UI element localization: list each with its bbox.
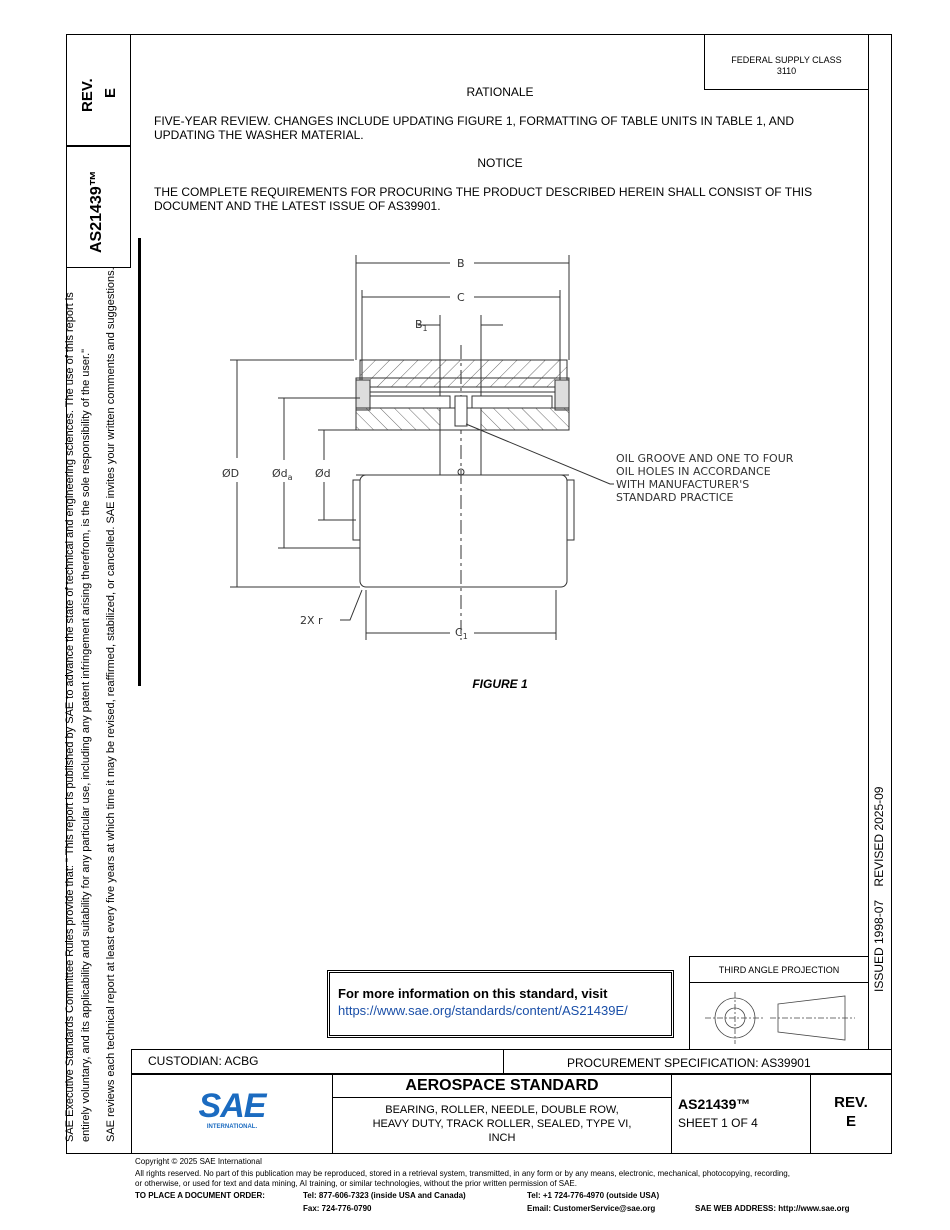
- copyright: Copyright © 2025 SAE International: [135, 1157, 262, 1166]
- figure-caption: FIGURE 1: [472, 677, 528, 691]
- dim-c-label: C: [457, 291, 465, 304]
- dim-b-label: B: [457, 257, 465, 270]
- rights-text-2: or otherwise, or used for text and data mining, AI training, or similar technologies, without the prior written permission of SAE.: [135, 1179, 577, 1188]
- notice-text: THE COMPLETE REQUIREMENTS FOR PROCURING THE PRODUCT DESCRIBED HEREIN SHALL CONSIST OF THIS DOCUMENT AND THE LATEST ISSUE OF AS39901.: [154, 185, 813, 213]
- sheet-number: SHEET 1 OF 4: [678, 1116, 758, 1130]
- note-line-4: STANDARD PRACTICE: [616, 491, 734, 504]
- email: Email: CustomerService@sae.org: [527, 1204, 656, 1213]
- custodian-text: CUSTODIAN: ACBG: [148, 1054, 259, 1068]
- side-notice-1: SAE Executive Standards Committee Rules provide that: " This report is published by SAE to advance the state of technical and engineering sciences. The use of this report is: [64, 292, 76, 1142]
- sae-logo-text: SAE: [198, 1087, 266, 1125]
- right-column-line: [868, 34, 869, 1050]
- rationale-text: FIVE-YEAR REVIEW. CHANGES INCLUDE UPDATING FIGURE 1, FORMATTING OF TABLE UNITS IN TABLE 1, AND UPDATING THE WASHER MATERIAL.: [154, 114, 795, 142]
- federal-supply-label: FEDERAL SUPPLY CLASS: [731, 55, 842, 65]
- projection-label: THIRD ANGLE PROJECTION: [718, 965, 840, 975]
- bearing-drawing: [200, 245, 820, 655]
- issued-date: ISSUED 1998-07: [872, 899, 886, 992]
- note-line-1: OIL GROOVE AND ONE TO FOUR: [616, 452, 794, 465]
- tel-intl: Tel: +1 724-776-4970 (outside USA): [527, 1191, 660, 1200]
- revised-date: REVISED 2025-09: [872, 786, 886, 887]
- dim-d-outer-label: ØD: [222, 467, 240, 480]
- dim-c1-label: $C_1$: [455, 626, 468, 641]
- title-desc-1: BEARING, ROLLER, NEEDLE, DOUBLE ROW,: [385, 1104, 619, 1116]
- aerospace-heading: AEROSPACE STANDARD: [405, 1077, 599, 1094]
- dim-r-label: 2X r: [300, 614, 323, 627]
- rev-box: [66, 34, 131, 146]
- title-doc-number: AS21439™: [678, 1096, 751, 1112]
- note-line-3: WITH MANUFACTURER'S: [616, 478, 750, 491]
- projection-divider: [689, 982, 869, 983]
- sae-logo: [195, 1088, 269, 1138]
- title-rev-label: REV.: [834, 1094, 868, 1111]
- federal-supply-code: 3110: [776, 66, 797, 76]
- web-address: SAE WEB ADDRESS: http://www.sae.org: [695, 1204, 850, 1213]
- order-label: TO PLACE A DOCUMENT ORDER:: [135, 1191, 265, 1200]
- rights-text: All rights reserved. No part of this publication may be reproduced, stored in a retrieval system, transmitted, in any form or by any means, electronic, mechanical, photocopying, recording,: [135, 1169, 790, 1178]
- dim-da-label: $Ød_a$: [272, 467, 293, 482]
- side-notice-2: entirely voluntary, and its applicability and suitability for any particular use, including any patent infringement arising therefrom, is the sole responsibility of the user.": [80, 348, 92, 1142]
- dim-b1-label: $B_1$: [415, 318, 428, 333]
- custodian-divider: [503, 1049, 504, 1074]
- standard-link[interactable]: https://www.sae.org/standards/content/AS21439E/: [338, 1003, 628, 1018]
- rev-label-vertical: REV.: [79, 78, 96, 112]
- doc-number-vertical: AS21439™: [88, 170, 105, 253]
- note-line-2: OIL HOLES IN ACCORDANCE: [616, 465, 771, 478]
- title-rev-letter: E: [845, 1113, 856, 1130]
- side-notice-3: SAE reviews each technical report at least every five years at which time it may be revised, reaffirmed, stabilized, or cancelled. SAE invites your written comments and suggestions.: [105, 267, 117, 1142]
- title-desc-3: INCH: [488, 1132, 516, 1144]
- issue-dates: [872, 787, 886, 992]
- tel-us: Tel: 877-606-7323 (inside USA and Canada): [303, 1191, 466, 1200]
- rationale-heading: RATIONALE: [466, 85, 534, 99]
- change-bar: [138, 238, 141, 686]
- heading-underline: [332, 1097, 672, 1098]
- procurement-text: PROCUREMENT SPECIFICATION: AS39901: [567, 1056, 811, 1070]
- title-desc-2: HEAVY DUTY, TRACK ROLLER, SEALED, TYPE VI,: [372, 1118, 632, 1130]
- projection-symbol: [700, 990, 860, 1046]
- rev-letter-vertical: E: [102, 87, 119, 98]
- notice-heading: NOTICE: [477, 156, 523, 170]
- sae-logo-sub: INTERNATIONAL.: [206, 1124, 258, 1130]
- fax: Fax: 724-776-0790: [303, 1204, 372, 1213]
- info-box-title: For more information on this standard, visit: [338, 986, 608, 1001]
- dim-d-inner-label: Ød: [315, 467, 331, 480]
